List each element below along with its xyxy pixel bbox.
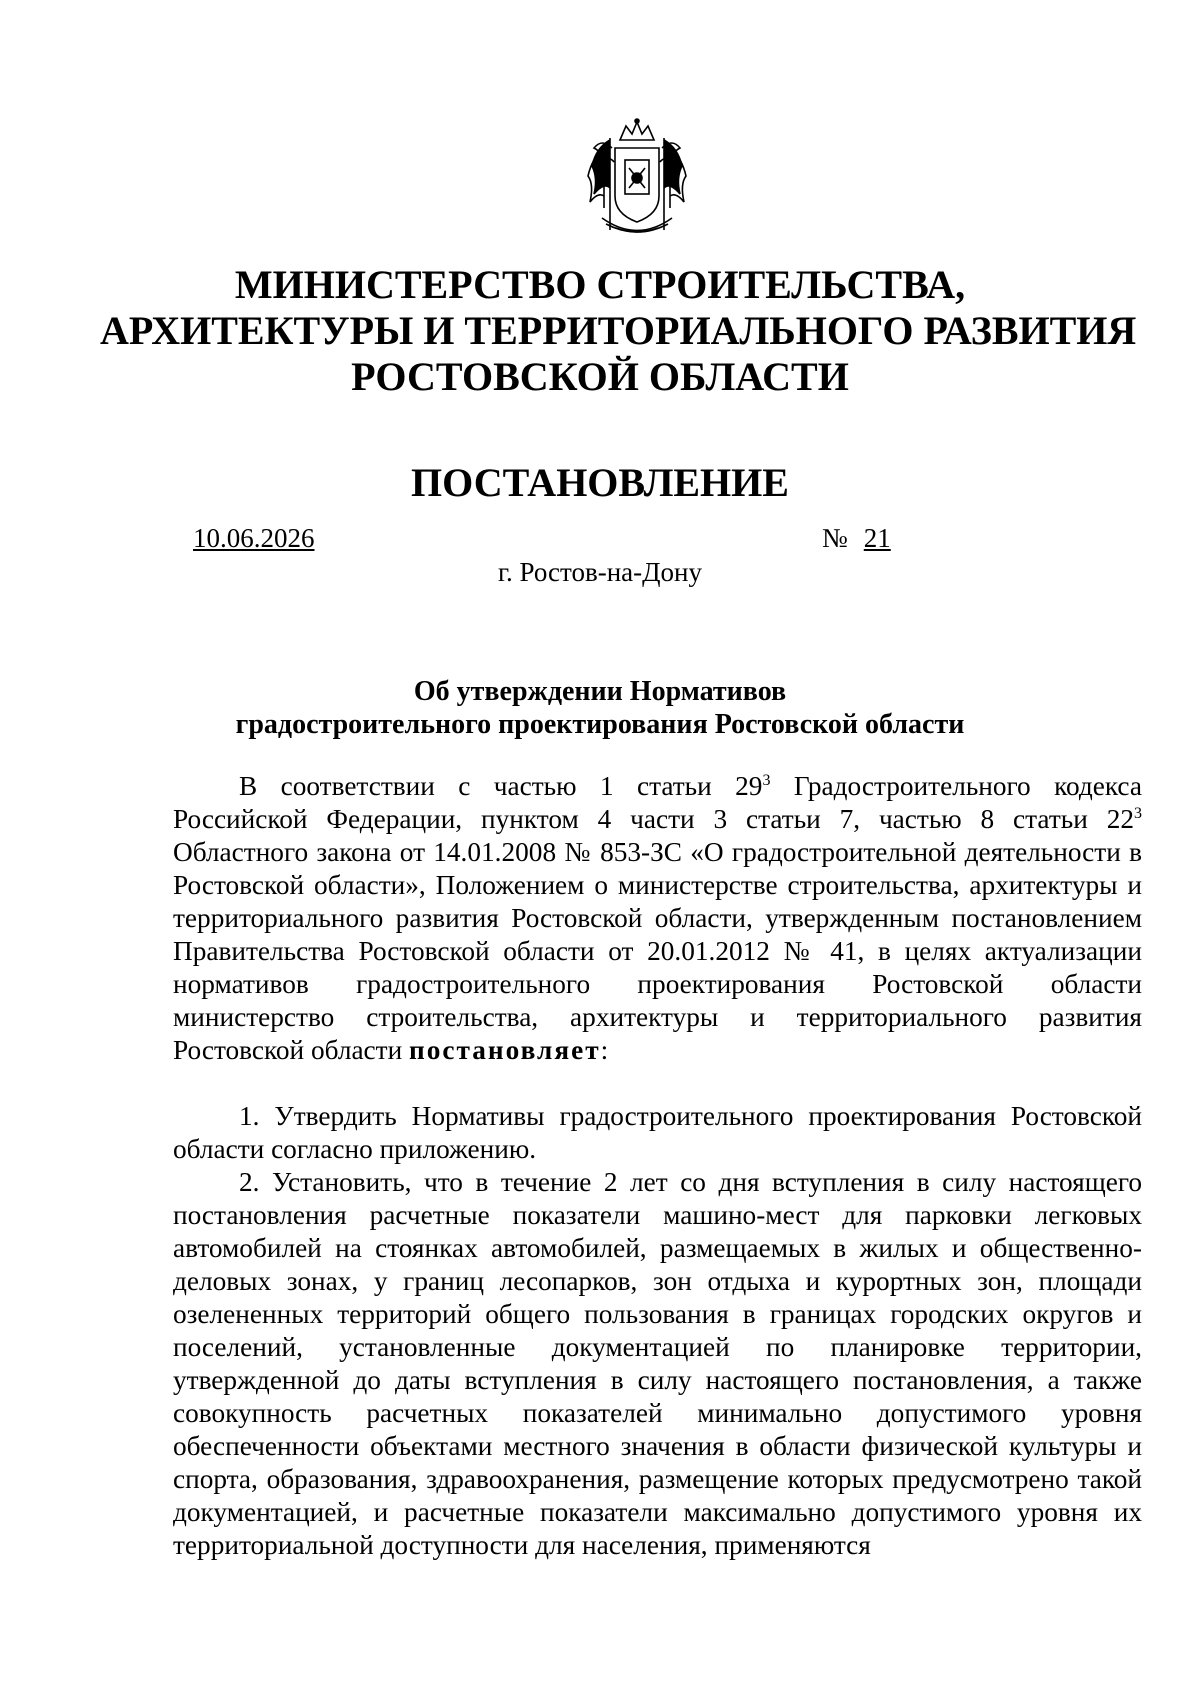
subject-line-2: градостроительного проектирования Ростовской области: [235, 709, 965, 740]
document-type: ПОСТАНОВЛЕНИЕ: [411, 460, 789, 505]
document-date: 10.06.2026: [193, 523, 315, 553]
preamble-paragraph: [173, 770, 1142, 1067]
number-value: 21: [863, 523, 891, 553]
ministry-line-1: МИНИСТЕРСТВО СТРОИТЕЛЬСТВА,: [234, 262, 966, 307]
decree-word: постановляет: [409, 1035, 601, 1065]
coat-of-arms-icon: [582, 118, 692, 243]
ministry-line-2: АРХИТЕКТУРЫ И ТЕРРИТОРИАЛЬНОГО РАЗВИТИЯ: [100, 308, 1137, 353]
subject-line-1: Об утверждении Нормативов: [413, 676, 787, 707]
superscript-1: 3: [762, 772, 771, 789]
document-number: [822, 522, 891, 554]
ministry-line-3: РОСТОВСКОЙ ОБЛАСТИ: [351, 354, 849, 399]
preamble-part-2: Градостроительного кодекса Российской Федерации, пунктом 4 части 3 статьи 7, частью 8 статьи 22: [173, 771, 1142, 834]
document-city: г. Ростов-на-Дону: [497, 557, 702, 587]
number-sign: №: [822, 523, 848, 553]
preamble-part-3: Областного закона от 14.01.2008 № 853-ЗС «О градостроительной деятельности в Ростовской области», Положением о министерстве строительства, архитектуры и территориального развития Ростовской области, утвержденным постановлением Правительства Ростовской области от 20.01.2012 № 41, в целях актуализации нормативов градостроительного проектирования Ростовской области министерство строительства, архитектуры и территориального развития Ростовской области: [173, 837, 1142, 1065]
ministry-heading: [100, 262, 1137, 400]
preamble-part-1: В соответствии с частью 1 статьи 29: [239, 771, 763, 801]
document-subject: [100, 675, 1100, 741]
preamble-colon: :: [600, 1035, 609, 1065]
item-2-paragraph: 2. Установить, что в течение 2 лет со дня вступления в силу настоящего постановления расчетные показатели машино-мест для парковки легковых автомобилей на стоянках автомобилей, размещаемых в жилых и общественно-деловых зонах, у границ лесопарков, зон отдыха и курортных зон, площади озелененных территорий общего пользования в границах городских округов и поселений, установленные документацией по планировке территории, утвержденной до даты вступления в силу настоящего постановления, а также совокупность расчетных показателей минимально допустимого уровня обеспеченности объектами местного значения в области физической культуры и спорта, образования, здравоохранения, размещение которых предусмотрено такой документацией, и расчетные показатели максимально допустимого уровня их территориальной доступности для населения, применяются: [173, 1167, 1142, 1560]
document-body: [173, 770, 1142, 1562]
superscript-2: 3: [1134, 805, 1142, 822]
item-1-paragraph: 1. Утвердить Нормативы градостроительного проектирования Ростовской области согласно приложению.: [173, 1101, 1142, 1164]
